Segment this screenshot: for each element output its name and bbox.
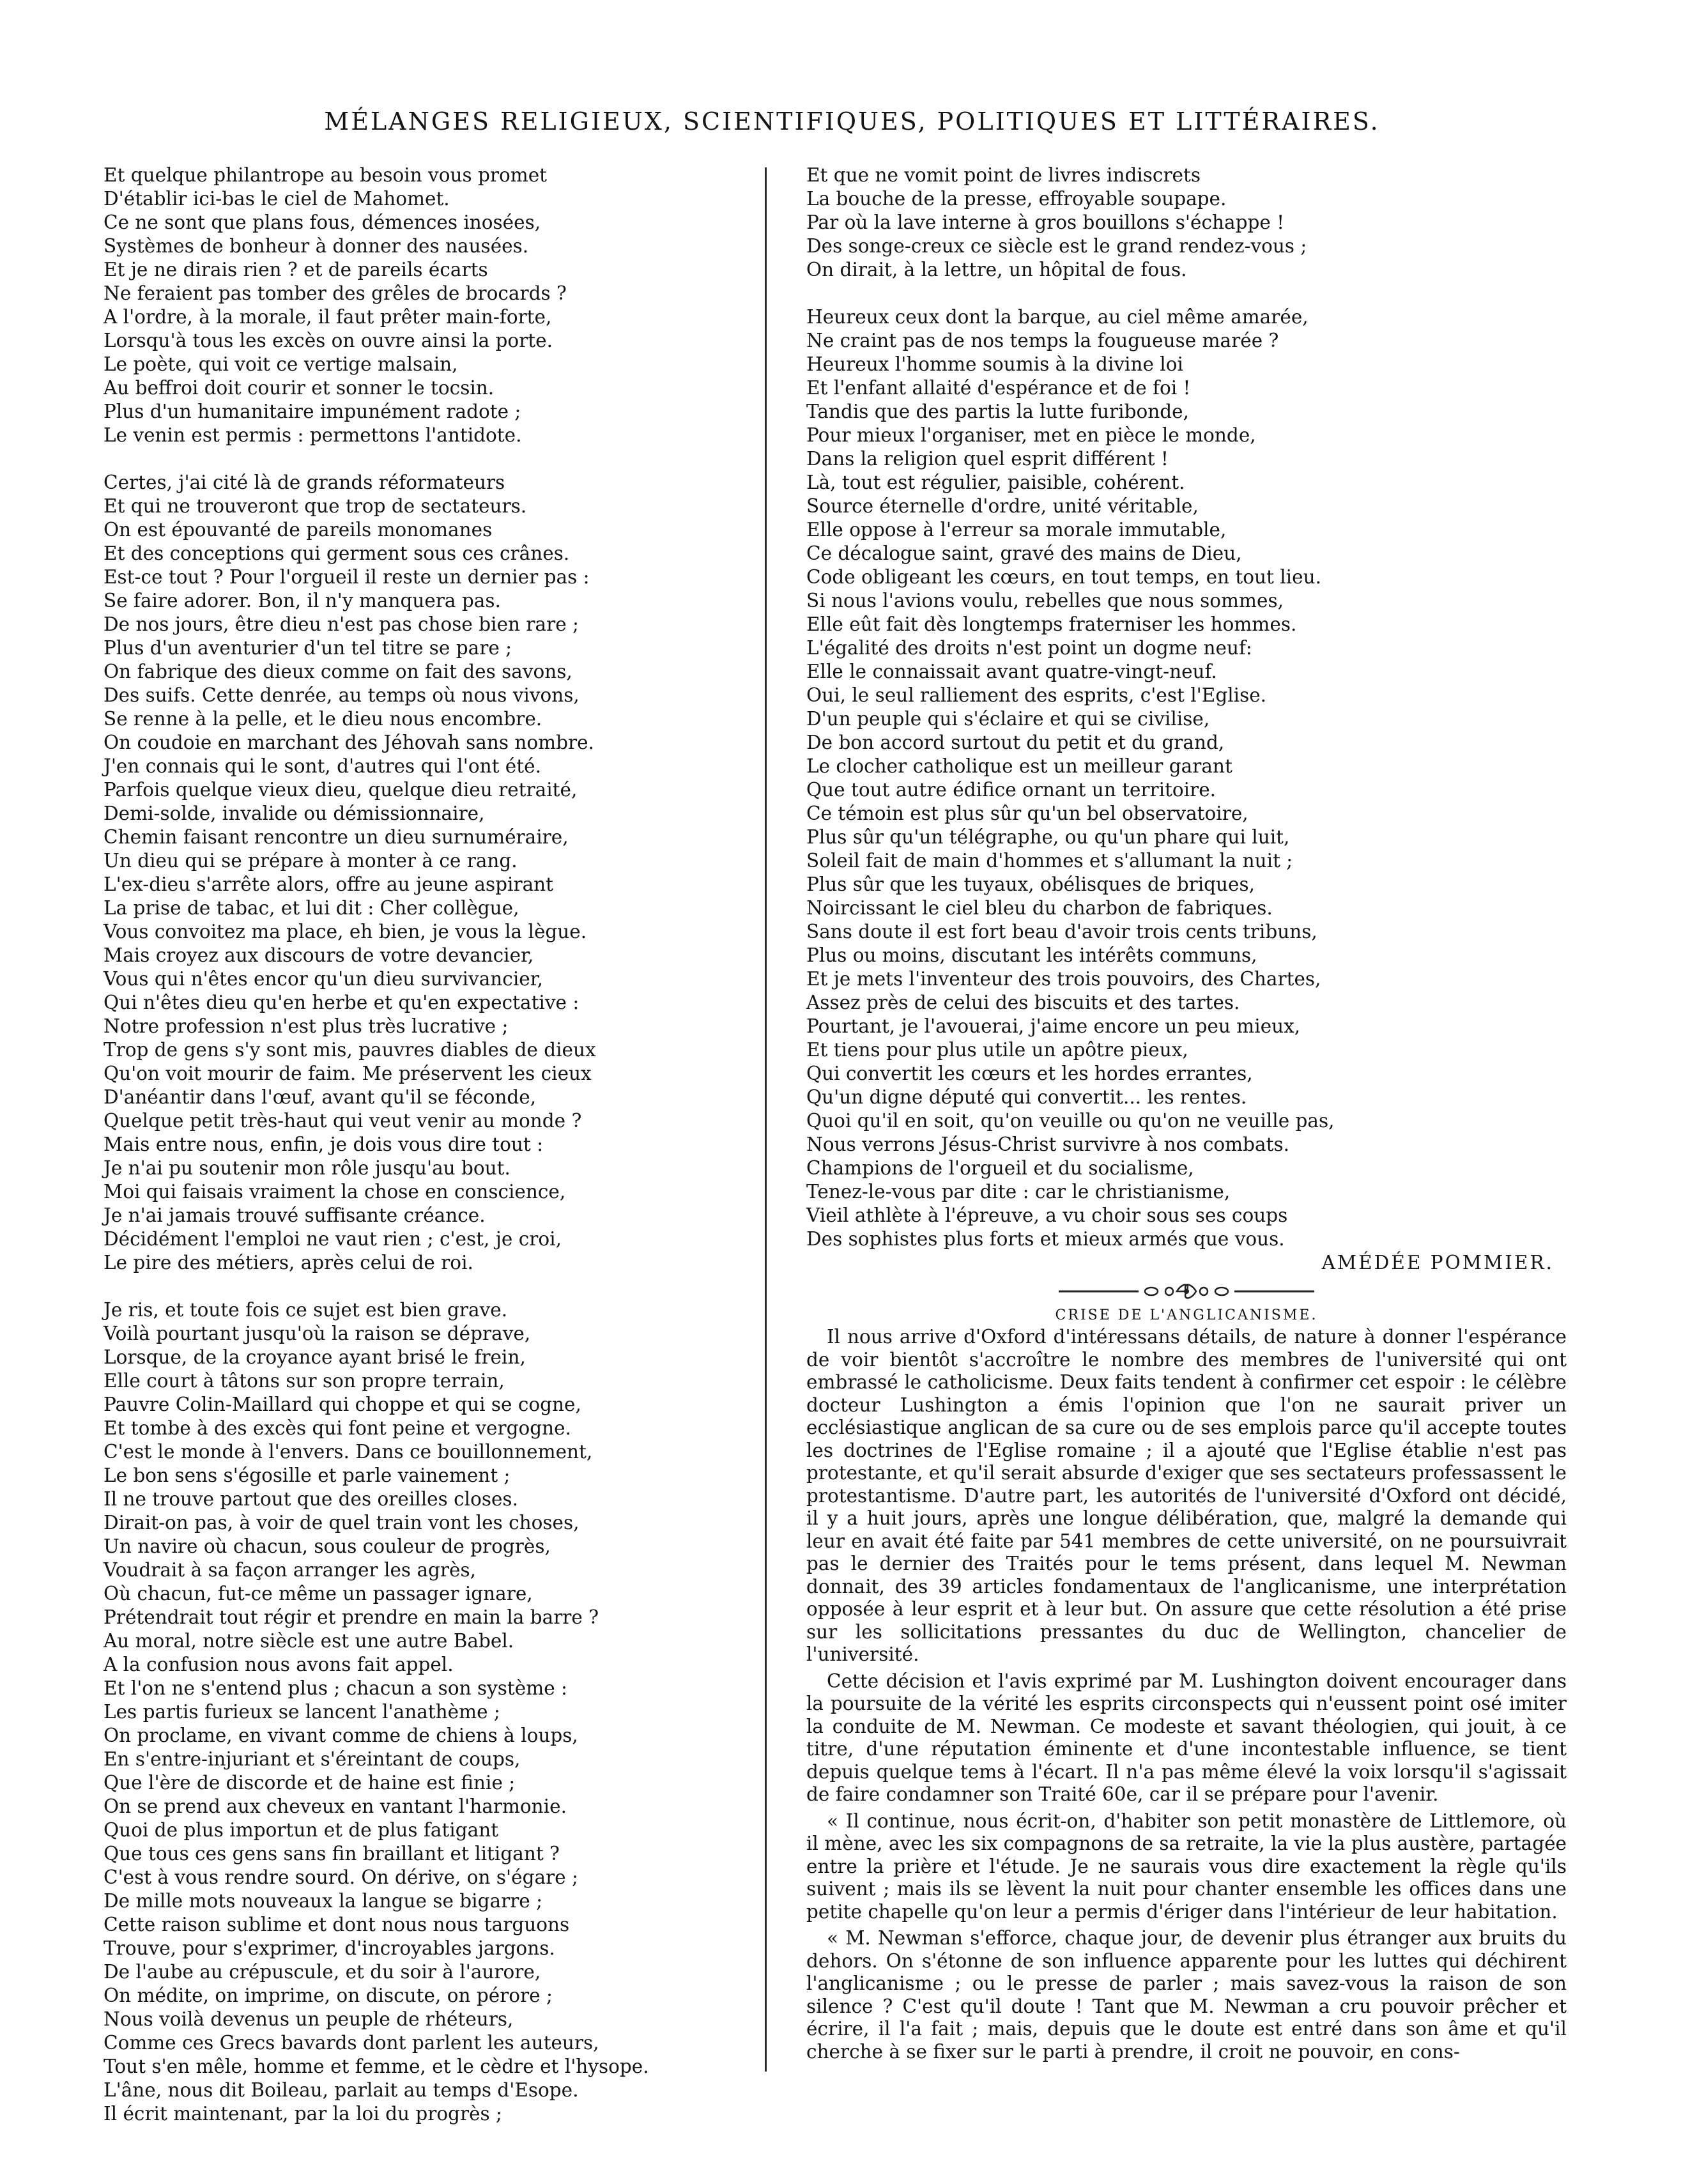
verse-line: A l'ordre, à la morale, il faut prêter main-forte, — [104, 306, 552, 328]
poem-right-stanzas — [806, 164, 1567, 1251]
verse-line: On fabrique des dieux comme on fait des savons, — [104, 661, 572, 682]
verse-line: On médite, on imprime, on discute, on pérore ; — [104, 1985, 553, 2006]
article-paragraph: Il nous arrive d'Oxford d'intéressans détails, de nature à donner l'espérance de voir bientôt s'accroître le nombre des membres de l'université qui ont embrassé le catholicisme. Deux faits tendent à confirmer cet espoir : le célèbre docteur Lushington a émis l'opinion que l'on ne saurait priver un ecclésiastique anglican de sa cure ou de ses emplois parce qu'il accepte toutes les doctrines de l'Eglise romaine ; il a ajouté que l'Eglise établie n'est pas protestante, et qu'il serait absurde d'exiger que ses sectateurs professassent le protestantisme. D'autre part, les autorités de l'université d'Oxford ont décidé, il y a huit jours, après une longue délibération, que, malgré la demande qui leur en avait été faite par 541 membres de cette université, on ne poursuivrait pas le dernier des Traités pour le tems présent, dans lequel M. Newman donnait, des 39 articles fondamentaux de l'anglicanisme, une interprétation opposée à leur esprit et à leur but. On assure que cette résolution a été prise sur les sollicitations pressantes du duc de Wellington, chancelier de l'université. — [806, 1326, 1567, 1665]
running-head: MÉLANGES RELIGIEUX, SCIENTIFIQUES, POLITIQUES ET LITTÉRAIRES. — [324, 107, 1380, 135]
verse-line: Mais croyez aux discours de votre devancier, — [104, 944, 534, 966]
verse-line: Certes, j'ai cité là de grands réformateurs — [104, 472, 505, 493]
verse-line: Et qui ne trouveront que trop de sectateurs. — [104, 495, 527, 517]
verse-line: On proclame, en vivant comme de chiens à loups, — [104, 1725, 578, 1746]
verse-line: Dans la religion quel esprit différent ! — [806, 448, 1169, 470]
verse-line: Champions de l'orgueil et du socialisme, — [806, 1157, 1194, 1179]
verse-line: C'est à vous rendre sourd. On dérive, on s'égare ; — [104, 1866, 578, 1888]
verse-line: Est-ce tout ? Pour l'orgueil il reste un dernier pas : — [104, 566, 590, 588]
verse-line: Plus sûr qu'un télégraphe, ou qu'un phare qui luit, — [806, 826, 1290, 848]
verse-line: Qu'on voit mourir de faim. Me préservent les cieux — [104, 1063, 592, 1084]
verse-line: Le poète, qui voit ce vertige malsain, — [104, 353, 458, 375]
verse-line: Et l'on ne s'entend plus ; chacun a son système : — [104, 1677, 567, 1699]
verse-line: D'établir ici-bas le ciel de Mahomet. — [104, 188, 450, 210]
verse-line: Voudrait à sa façon arranger les agrès, — [104, 1559, 476, 1581]
verse-line: Le bon sens s'égosille et parle vainement ; — [104, 1465, 510, 1486]
verse-line: Ce décalogue saint, gravé des mains de Dieu, — [806, 542, 1242, 564]
verse-line: De bon accord surtout du petit et du grand, — [806, 732, 1225, 753]
article-paragraph: « Il continue, nous écrit-on, d'habiter son petit monastère de Littlemore, où il mène, avec les six compagnons de sa retraite, la vie la plus austère, partagée entre la prière et l'étude. Je ne saurais vous dire exactement la règle qu'ils suivent ; mais ils se lèvent la nuit pour chanter ensemble les offices dans une petite chapelle qu'on leur a permis d'ériger dans l'intérieur de leur habitation. — [806, 1810, 1567, 1923]
verse-line: On dirait, à la lettre, un hôpital de fous. — [806, 259, 1187, 281]
verse-line: Ne feraient pas tomber des grêles de brocards ? — [104, 282, 567, 304]
verse-line: Soleil fait de main d'hommes et s'allumant la nuit ; — [806, 850, 1293, 872]
verse-line: Elle le connaissait avant quatre-vingt-neuf. — [806, 661, 1217, 682]
verse-line: Lorsqu'à tous les excès on ouvre ainsi la porte. — [104, 330, 553, 351]
verse-line: Moi qui faisais vraiment la chose en conscience, — [104, 1181, 566, 1203]
verse-line: Quoi de plus importun et de plus fatigant — [104, 1819, 499, 1841]
verse-line: Elle eût fait dès longtemps fraterniser les hommes. — [806, 613, 1297, 635]
verse-line: Tandis que des partis la lutte furibonde, — [806, 401, 1189, 422]
verse-line: Elle court à tâtons sur son propre terrain, — [104, 1370, 505, 1392]
verse-line: Et quelque philantrope au besoin vous promet — [104, 164, 548, 186]
verse-line: Cette raison sublime et dont nous nous targuons — [104, 1914, 570, 1935]
verse-line: Tenez-le-vous par dite : car le christianisme, — [806, 1181, 1231, 1203]
verse-line: Code obligeant les cœurs, en tout temps, en tout lieu. — [806, 566, 1321, 588]
verse-line: Sans doute il est fort beau d'avoir trois cents tribuns, — [806, 921, 1317, 942]
article-title: CRISE DE L'ANGLICANISME. — [1055, 1307, 1318, 1323]
verse-line: Plus sûr que les tuyaux, obélisques de briques, — [806, 873, 1255, 895]
verse-line: Mais entre nous, enfin, je dois vous dire tout : — [104, 1134, 544, 1155]
verse-line: Quoi qu'il en soit, qu'on veuille ou qu'on ne veuille pas, — [806, 1110, 1335, 1132]
verse-line: Que tous ces gens sans fin braillant et litigant ? — [104, 1843, 560, 1865]
verse-line: Comme ces Grecs bavards dont parlent les auteurs, — [104, 2032, 599, 2054]
verse-line: Au beffroi doit courir et sonner le tocsin. — [104, 377, 495, 399]
verse-line: Notre profession n'est plus très lucrative ; — [104, 1015, 509, 1037]
verse-line: Nous voilà devenus un peuple de rhéteurs, — [104, 2008, 514, 2030]
verse-line: Il écrit maintenant, par la loi du progrès ; — [104, 2103, 502, 2125]
article-paragraph: Cette décision et l'avis exprimé par M. Lushington doivent encourager dans la poursuite de la vérité les esprits circonspects qui n'eussent point osé imiter la conduite de M. Newman. Ce modeste et savant théologien, qui jouit, à ce titre, d'une réputation éminente et d'une incontestable influence, se tient depuis quelque tems à l'écart. Il n'a pas même élevé la voix lorsqu'il s'agissait de faire condamner son Traité 60e, car il se prépare pour l'avenir. — [806, 1670, 1567, 1805]
verse-line: Se faire adorer. Bon, il n'y manquera pas. — [104, 590, 501, 611]
verse-line: Que tout autre édifice ornant un territoire. — [806, 779, 1217, 801]
verse-line: Qu'un digne député qui convertit... les rentes. — [806, 1086, 1247, 1108]
stanza — [806, 164, 1567, 282]
verse-line: Et tiens pour plus utile un apôtre pieux, — [806, 1039, 1188, 1061]
verse-line: Des sophistes plus forts et mieux armés que vous. — [806, 1228, 1285, 1250]
verse-line: Le pire des métiers, après celui de roi. — [104, 1252, 473, 1273]
verse-line: Elle oppose à l'erreur sa morale immutable, — [806, 519, 1227, 541]
verse-line: L'âne, nous dit Boileau, parlait au temps d'Esope. — [104, 2079, 579, 2101]
verse-line: Noircissant le ciel bleu du charbon de fabriques. — [806, 897, 1273, 919]
verse-line: Je ris, et toute fois ce sujet est bien grave. — [104, 1299, 508, 1321]
stanza — [104, 164, 749, 447]
verse-line: Le clocher catholique est un meilleur garant — [806, 755, 1232, 777]
verse-line: Je n'ai pu soutenir mon rôle jusqu'au bout. — [104, 1157, 510, 1179]
verse-line: Qui n'êtes dieu qu'en herbe et qu'en expectative : — [104, 992, 580, 1013]
verse-line: Systèmes de bonheur à donner des nausées. — [104, 235, 529, 257]
verse-line: Voilà pourtant jusqu'où la raison se déprave, — [104, 1323, 531, 1344]
verse-line: En s'entre-injuriant et s'éreintant de coups, — [104, 1748, 521, 1770]
verse-line: J'en connais qui le sont, d'autres qui l'ont été. — [104, 755, 541, 777]
verse-line: Un dieu qui se prépare à monter à ce rang. — [104, 850, 518, 872]
verse-line: Oui, le seul ralliement des esprits, c'est l'Eglise. — [806, 684, 1267, 706]
verse-line: Prétendrait tout régir et prendre en main la barre ? — [104, 1606, 599, 1628]
verse-line: On est épouvanté de pareils monomanes — [104, 519, 493, 541]
verse-line: Là, tout est régulier, paisible, cohérent. — [806, 472, 1185, 493]
verse-line: Et que ne vomit point de livres indiscrets — [806, 164, 1201, 186]
article-paragraph: « M. Newman s'efforce, chaque jour, de devenir plus étranger aux bruits du dehors. On s'étonne de son influence apparente pour les luttes qui déchirent l'anglicanisme ; ou le presse de parler ; mais savez-vous la raison de son silence ? C'est qu'il doute ! Tant que M. Newman a cru pouvoir prêcher et écrire, il l'a fait ; mais, depuis que le doute est entré dans son âme et qu'il cherche à se fixer sur le parti à prendre, il croit ne pouvoir, en cons- — [806, 1927, 1567, 2063]
verse-line: Le venin est permis : permettons l'antidote. — [104, 424, 522, 446]
verse-line: Vieil athlète à l'épreuve, a vu choir sous ses coups — [806, 1204, 1288, 1226]
verse-line: Trop de gens s'y sont mis, pauvres diables de dieux — [104, 1039, 596, 1061]
verse-line: Tout s'en mêle, homme et femme, et le cèdre et l'hysope. — [104, 2056, 649, 2077]
verse-line: On coudoie en marchant des Jéhovah sans nombre. — [104, 732, 594, 753]
poem-column-left — [104, 164, 749, 2126]
verse-line: Vous convoitez ma place, eh bien, je vous la lègue. — [104, 921, 587, 942]
verse-line: A la confusion nous avons fait appel. — [104, 1654, 454, 1675]
verse-line: De mille mots nouveaux la langue se bigarre ; — [104, 1890, 543, 1912]
verse-line: Et l'enfant allaité d'espérance et de foi ! — [806, 377, 1191, 399]
verse-line: Décidément l'emploi ne vaut rien ; c'est, je croi, — [104, 1228, 562, 1250]
verse-line: La bouche de la presse, effroyable soupape. — [806, 188, 1227, 210]
verse-line: Plus ou moins, discutant les intérêts communs, — [806, 944, 1257, 966]
verse-line: Quelque petit très-haut qui veut venir au monde ? — [104, 1110, 582, 1132]
verse-line: Plus d'un aventurier d'un tel titre se pare ; — [104, 637, 512, 659]
verse-line: D'un peuple qui s'éclaire et qui se civilise, — [806, 708, 1210, 730]
poem-signature: AMÉDÉE POMMIER. — [1321, 1252, 1554, 1273]
verse-line: Demi-solde, invalide ou démissionnaire, — [104, 803, 485, 824]
verse-line: Ce témoin est plus sûr qu'un bel observatoire, — [806, 803, 1248, 824]
verse-line: De nos jours, être dieu n'est pas chose bien rare ; — [104, 613, 579, 635]
verse-line: Heureux ceux dont la barque, au ciel même amarée, — [806, 306, 1309, 328]
verse-line: Ce ne sont que plans fous, démences inosées, — [104, 211, 541, 233]
verse-line: Il ne trouve partout que des oreilles closes. — [104, 1488, 518, 1510]
verse-line: Au moral, notre siècle est une autre Babel. — [104, 1630, 514, 1652]
verse-line: C'est le monde à l'envers. Dans ce bouillonnement, — [104, 1441, 593, 1463]
verse-line: Parfois quelque vieux dieu, quelque dieu retraité, — [104, 779, 578, 801]
verse-line: Se renne à la pelle, et le dieu nous encombre. — [104, 708, 542, 730]
verse-line: Ne craint pas de nos temps la fougueuse marée ? — [806, 330, 1279, 351]
verse-line: Pour mieux l'organiser, met en pièce le monde, — [806, 424, 1256, 446]
article-body — [806, 1326, 1567, 2063]
verse-line: Source éternelle d'ordre, unité véritable, — [806, 495, 1199, 517]
verse-line: Nous verrons Jésus-Christ survivre à nos combats. — [806, 1134, 1289, 1155]
verse-line: Je n'ai jamais trouvé suffisante créance. — [104, 1204, 486, 1226]
verse-line: Lorsque, de la croyance ayant brisé le frein, — [104, 1346, 526, 1368]
column-rule — [765, 167, 767, 2072]
verse-line: La prise de tabac, et lui dit : Cher collègue, — [104, 897, 519, 919]
verse-line: On se prend aux cheveux en vantant l'harmonie. — [104, 1796, 567, 1817]
verse-line: Où chacun, fut-ce même un passager ignare, — [104, 1583, 533, 1604]
verse-line: De l'aube au crépuscule, et du soir à l'aurore, — [104, 1961, 541, 1983]
verse-line: Plus d'un humanitaire impunément radote ; — [104, 401, 521, 422]
verse-line: Si nous l'avions voulu, rebelles que nous sommes, — [806, 590, 1284, 611]
verse-line: Que l'ère de discorde et de haine est finie ; — [104, 1772, 516, 1794]
verse-line: D'anéantir dans l'œuf, avant qu'il se féconde, — [104, 1086, 537, 1108]
poem-left-stanzas — [104, 164, 749, 2126]
verse-line: Par où la lave interne à gros bouillons s'échappe ! — [806, 211, 1285, 233]
verse-line: Trouve, pour s'exprimer, d'incroyables jargons. — [104, 1937, 555, 1959]
verse-line: L'égalité des droits n'est point un dogme neuf: — [806, 637, 1252, 659]
stanza — [104, 1298, 749, 2126]
verse-line: Pourtant, je l'avouerai, j'aime encore un peu mieux, — [806, 1015, 1301, 1037]
verse-line: Un navire où chacun, sous couleur de progrès, — [104, 1535, 551, 1557]
verse-line: Des songe-creux ce siècle est le grand rendez-vous ; — [806, 235, 1307, 257]
verse-line: Vous qui n'êtes encor qu'un dieu survivancier, — [104, 968, 543, 990]
verse-line: Pauvre Colin-Maillard qui choppe et qui se cogne, — [104, 1394, 581, 1415]
verse-line: Dirait-on pas, à voir de quel train vont les choses, — [104, 1512, 580, 1534]
verse-line: Et je ne dirais rien ? et de pareils écarts — [104, 259, 488, 281]
verse-line: Et tombe à des excès qui font peine et vergogne. — [104, 1417, 571, 1439]
verse-line: Assez près de celui des biscuits et des tartes. — [806, 992, 1240, 1013]
verse-line: Et je mets l'inventeur des trois pouvoirs, des Chartes, — [806, 968, 1321, 990]
verse-line: Des suifs. Cette denrée, au temps où nous vivons, — [104, 684, 580, 706]
verse-line: Qui convertit les cœurs et les hordes errantes, — [806, 1063, 1253, 1084]
ornament-divider — [806, 1279, 1567, 1304]
verse-line: L'ex-dieu s'arrête alors, offre au jeune aspirant — [104, 873, 554, 895]
verse-line: Et des conceptions qui germent sous ces crânes. — [104, 542, 570, 564]
poem-column-right — [806, 164, 1567, 2067]
stanza — [104, 471, 749, 1275]
verse-line: Les partis furieux se lancent l'anathème ; — [104, 1701, 500, 1723]
stanza — [806, 305, 1567, 1251]
verse-line: Heureux l'homme soumis à la divine loi — [806, 353, 1183, 375]
verse-line: Chemin faisant rencontre un dieu surnuméraire, — [104, 826, 569, 848]
